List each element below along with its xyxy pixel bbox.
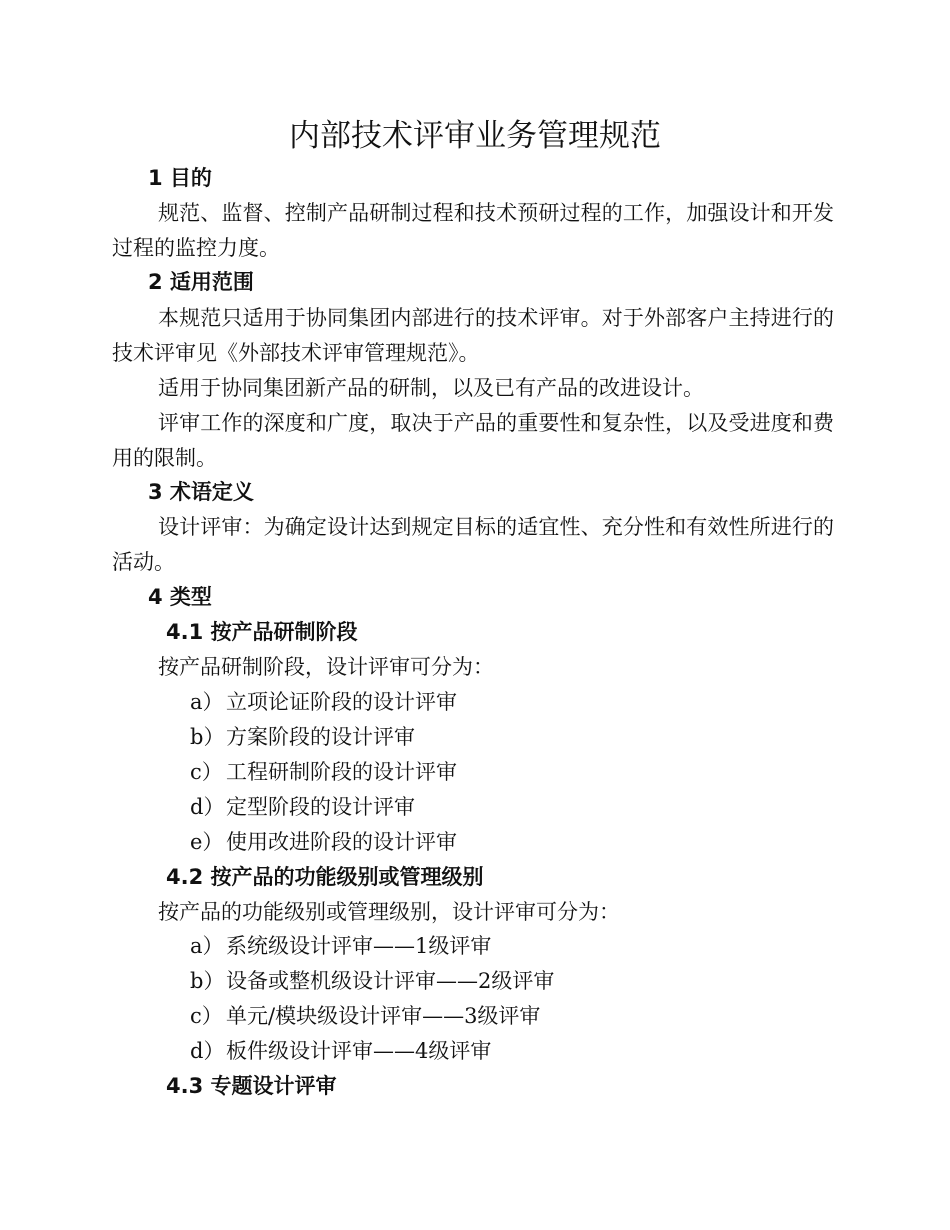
list-item: c） 单元/模块级设计评审——3级评审 — [190, 1004, 541, 1028]
paragraph-4-1-intro: 按产品研制阶段，设计评审可分为： — [158, 655, 494, 679]
list-item: d）板件级设计评审——4级评审 — [190, 1039, 492, 1063]
document-title: 内部技术评审业务管理规范 — [289, 118, 661, 154]
paragraph-4-2-intro: 按产品的功能级别或管理级别，设计评审可分为： — [158, 900, 620, 924]
section-heading-purpose: 1 目的 — [148, 166, 212, 190]
paragraph-scope-3: 评审工作的深度和广度，取决于产品的重要性和复杂性，以及受进度和费用的限制。 — [112, 411, 834, 470]
paragraph-scope-1: 本规范只适用于协同集团内部进行的技术评审。对于外部客户主持进行的技术评审见《外部技术评审管理规范》。 — [112, 306, 834, 365]
list-item: a） 立项论证阶段的设计评审 — [190, 690, 457, 714]
subsection-heading-4-2: 4.2 按产品的功能级别或管理级别 — [166, 865, 484, 889]
paragraph-scope-2: 适用于协同集团新产品的研制，以及已有产品的改进设计。 — [158, 376, 704, 400]
paragraph-purpose: 规范、监督、控制产品研制过程和技术预研过程的工作，加强设计和开发过程的监控力度。 — [112, 201, 834, 260]
section-heading-types: 4 类型 — [148, 585, 212, 609]
section-heading-scope: 2 适用范围 — [148, 270, 254, 294]
list-item: e） 使用改进阶段的设计评审 — [190, 830, 457, 854]
paragraph-terms: 设计评审：为确定设计达到规定目标的适宜性、充分性和有效性所进行的活动。 — [112, 515, 834, 574]
list-item: a） 系统级设计评审——1级评审 — [190, 934, 492, 958]
list-item: b）设备或整机级设计评审——2级评审 — [190, 969, 555, 993]
list-item: b）方案阶段的设计评审 — [190, 725, 415, 749]
list-item: c） 工程研制阶段的设计评审 — [190, 760, 457, 784]
section-heading-terms: 3 术语定义 — [148, 480, 254, 504]
subsection-heading-4-1: 4.1 按产品研制阶段 — [166, 620, 358, 644]
subsection-heading-4-3: 4.3 专题设计评审 — [166, 1074, 337, 1098]
list-item: d）定型阶段的设计评审 — [190, 795, 415, 819]
